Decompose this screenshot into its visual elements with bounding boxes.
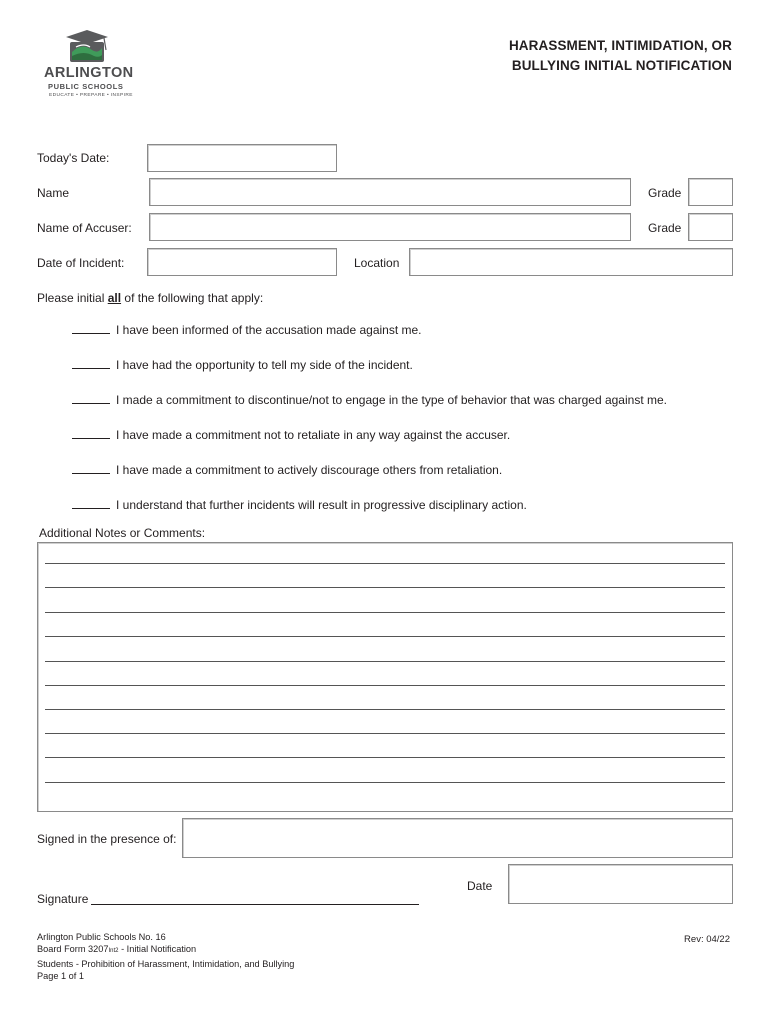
- presence-label: Signed in the presence of:: [37, 832, 177, 846]
- initial-blank[interactable]: [72, 437, 110, 439]
- date-label: Date: [467, 879, 493, 893]
- statement-item: [72, 358, 413, 372]
- statement-item: [72, 428, 510, 442]
- footer-line-1: Arlington Public Schools No. 16: [37, 932, 166, 942]
- statement-text: I made a commitment to discontinue/not to engage in the type of behavior that was charged against me.: [116, 393, 667, 407]
- notes-label: Additional Notes or Comments:: [39, 526, 206, 540]
- todays-date-label: Today's Date:: [37, 151, 110, 165]
- todays-date-field[interactable]: [147, 144, 337, 172]
- date-field[interactable]: [508, 864, 733, 904]
- note-line: [45, 757, 725, 758]
- accuser-field[interactable]: [149, 213, 631, 241]
- signature-line[interactable]: [91, 904, 419, 905]
- accuser-grade-label: Grade: [648, 221, 682, 235]
- logo-subtitle: PUBLIC SCHOOLS: [48, 82, 124, 91]
- footer-form-subscript: Int2: [108, 948, 119, 955]
- incident-date-field[interactable]: [147, 248, 337, 276]
- initial-blank[interactable]: [72, 367, 110, 369]
- statement-text: I understand that further incidents will result in progressive disciplinary action.: [116, 498, 527, 512]
- statement-text: I have made a commitment to actively discourage others from retaliation.: [116, 463, 503, 477]
- signature-label: Signature: [37, 892, 89, 906]
- statement-item: [72, 498, 527, 512]
- logo-tagline: EDUCATE • PREPARE • INSPIRE: [49, 93, 133, 98]
- footer-line-3: Students - Prohibition of Harassment, Intimidation, and Bullying: [37, 958, 295, 969]
- presence-field[interactable]: [182, 818, 733, 858]
- form-title-line-2: BULLYING INITIAL NOTIFICATION: [511, 58, 732, 73]
- footer-line-4: Page 1 of 1: [37, 970, 84, 981]
- initial-instructions: [37, 291, 263, 305]
- school-logo: [44, 28, 134, 100]
- accuser-label: Name of Accuser:: [37, 221, 132, 235]
- initial-blank[interactable]: [72, 332, 110, 334]
- statement-text: I have made a commitment not to retaliate in any way against the accuser.: [116, 428, 511, 442]
- location-label: Location: [354, 256, 400, 270]
- initial-blank[interactable]: [72, 402, 110, 404]
- accuser-grade-field[interactable]: [688, 213, 733, 241]
- note-line: [45, 661, 725, 662]
- note-line: [45, 709, 725, 710]
- revision-date: Rev: 04/22: [684, 934, 730, 945]
- statement-text: I have been informed of the accusation made against me.: [116, 323, 422, 337]
- incident-date-label: Date of Incident:: [37, 256, 125, 270]
- note-line: [45, 733, 725, 734]
- grade-field[interactable]: [688, 178, 733, 206]
- footer-form-title: - Initial Notification: [118, 944, 197, 955]
- footer-form-number: Board Form 3207: [37, 944, 109, 955]
- note-line: [45, 612, 725, 613]
- initial-blank[interactable]: [72, 472, 110, 474]
- form-title-line-1: HARASSMENT, INTIMIDATION, OR: [508, 38, 732, 53]
- note-line: [45, 636, 725, 637]
- logo-name: ARLINGTON: [44, 65, 134, 81]
- grade-label: Grade: [648, 186, 682, 200]
- name-field[interactable]: [149, 178, 631, 206]
- statement-item: [72, 463, 502, 477]
- note-line: [45, 685, 725, 686]
- instructions-emphasis: all: [107, 291, 122, 305]
- form-title: [509, 36, 732, 76]
- form-footer: [37, 931, 294, 982]
- instructions-prefix: Please initial: [37, 291, 108, 305]
- initial-blank[interactable]: [72, 507, 110, 509]
- statement-item: [72, 393, 667, 407]
- note-line: [45, 782, 725, 783]
- graduation-cap-logo-icon: [62, 28, 112, 66]
- note-line: [45, 587, 725, 588]
- location-field[interactable]: [409, 248, 733, 276]
- name-label: Name: [37, 186, 70, 200]
- statement-text: I have had the opportunity to tell my side of the incident.: [116, 358, 413, 372]
- note-line: [45, 563, 725, 564]
- statement-item: [72, 323, 422, 337]
- notes-textarea[interactable]: [37, 542, 733, 812]
- instructions-suffix: of the following that apply:: [121, 291, 264, 305]
- footer-line-2: [37, 943, 294, 957]
